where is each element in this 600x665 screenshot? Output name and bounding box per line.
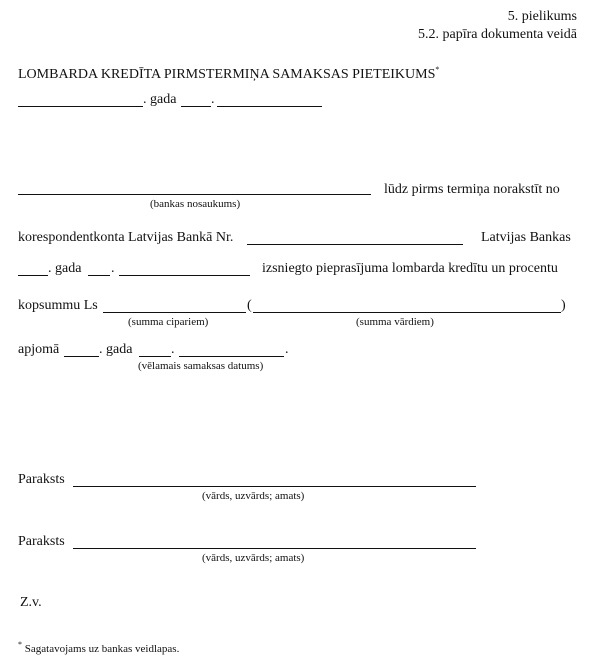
account-number-blank[interactable]: [247, 244, 463, 245]
document-title: [18, 62, 439, 83]
sum-label: kopsummu Ls: [18, 298, 98, 313]
signature-blank-1[interactable]: [73, 486, 476, 487]
signature-blank-2[interactable]: [73, 548, 476, 549]
issued-text: izsniegto pieprasījuma lombarda kredītu un procentu: [262, 261, 558, 276]
volume-month-blank[interactable]: [179, 356, 284, 357]
sum-words-blank[interactable]: [253, 312, 561, 313]
day-blank[interactable]: [181, 106, 211, 107]
stamp-place-label: Z.v.: [20, 595, 42, 610]
date-gada-label: . gada: [143, 92, 177, 107]
signature-label-1: Paraksts: [18, 472, 65, 487]
account-bank-text: Latvijas Bankas: [481, 230, 571, 245]
bank-name-blank[interactable]: [18, 194, 371, 195]
footnote-text: Sagatavojams uz bankas veidlapas.: [24, 643, 180, 655]
signature-label-2: Paraksts: [18, 534, 65, 549]
issued-month-blank[interactable]: [119, 275, 250, 276]
account-label: korespondentkonta Latvijas Bankā Nr.: [18, 230, 234, 245]
issued-dot: .: [111, 261, 115, 276]
sum-open-paren: (: [247, 298, 252, 313]
place-blank[interactable]: [18, 106, 143, 107]
bank-name-caption: (bankas nosaukums): [150, 198, 241, 210]
annex-number: 5. pielikums: [507, 9, 577, 24]
footnote-mark: *: [18, 640, 22, 649]
issued-day-blank[interactable]: [88, 275, 110, 276]
date-dot: .: [211, 92, 215, 107]
issued-year-blank[interactable]: [18, 275, 48, 276]
title-footnote-mark: *: [435, 65, 440, 74]
sum-words-caption: (summa vārdiem): [356, 316, 434, 328]
issued-gada-label: . gada: [48, 261, 82, 276]
volume-year-blank[interactable]: [64, 356, 99, 357]
form-type: 5.2. papīra dokumenta veidā: [417, 27, 577, 42]
sum-digits-caption: (summa cipariem): [128, 316, 209, 328]
volume-dot: .: [171, 342, 175, 357]
document-title-text: LOMBARDA KREDĪTA PIRMSTERMIŅA SAMAKSAS PIETEIKUMS: [18, 67, 436, 82]
bank-request-text: lūdz pirms termiņa norakstīt no: [384, 182, 560, 197]
volume-day-blank[interactable]: [139, 356, 171, 357]
sum-close-paren: ): [561, 298, 566, 313]
volume-label: apjomā: [18, 342, 60, 357]
volume-end-dot: .: [285, 342, 289, 357]
footnote: [18, 637, 179, 657]
sum-digits-blank[interactable]: [103, 312, 246, 313]
signature-caption-2: (vārds, uzvārds; amats): [202, 552, 305, 564]
volume-date-caption: (vēlamais samaksas datums): [138, 360, 264, 372]
month-blank[interactable]: [217, 106, 322, 107]
signature-caption-1: (vārds, uzvārds; amats): [202, 490, 305, 502]
volume-gada-label: . gada: [99, 342, 133, 357]
